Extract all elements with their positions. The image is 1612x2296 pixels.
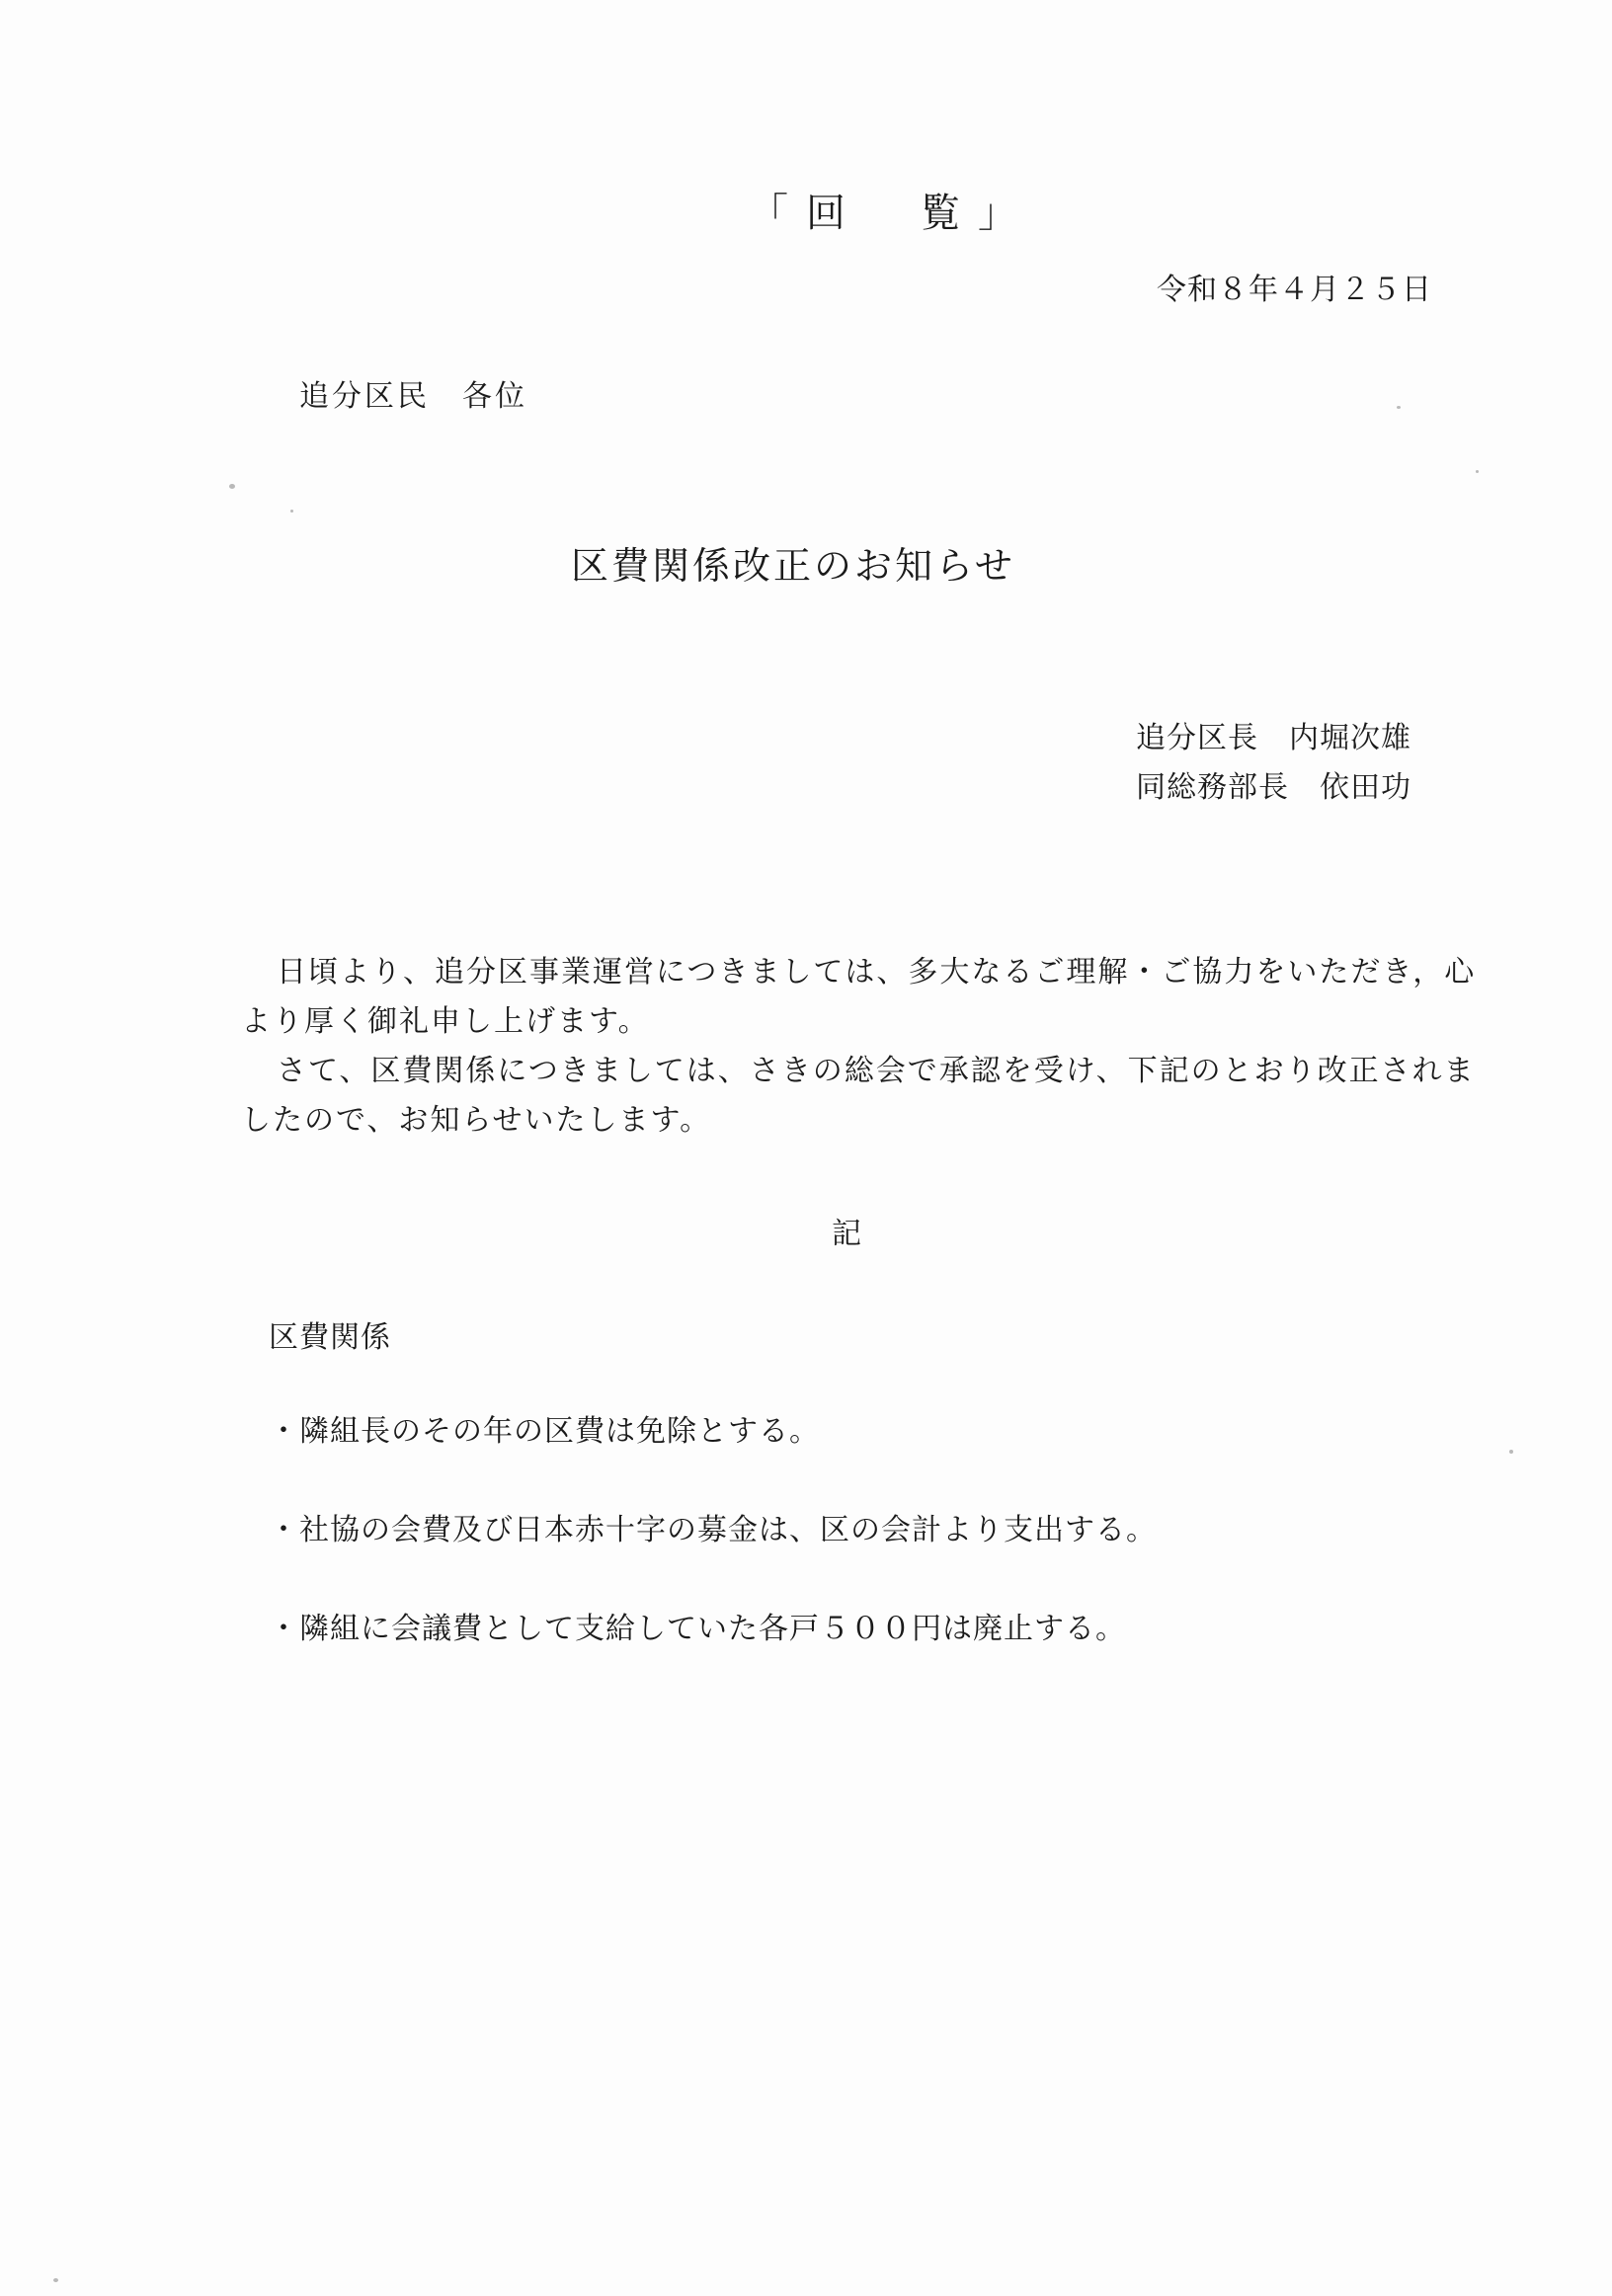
section-heading: 区費関係 <box>269 1320 391 1355</box>
list-item: ・隣組長のその年の区費は免除とする。 <box>269 1414 820 1449</box>
scan-speck <box>1397 406 1401 409</box>
announcement-paragraph: さて、区費関係につきましては、さきの総会で承認を受け、下記のとおり改正されましたので、お知らせいたします。 <box>241 1054 1476 1138</box>
scan-speck <box>229 484 235 489</box>
document-date: 令和８年４月２５日 <box>1157 273 1432 307</box>
document-title: 区費関係改正のお知らせ <box>571 544 1015 588</box>
scan-speck <box>53 2278 58 2282</box>
scan-speck <box>290 510 293 513</box>
sender-general-affairs-head: 同総務部長 依田功 <box>1136 770 1411 805</box>
circulation-label: 「回 覧」 <box>749 191 1035 236</box>
scan-speck <box>1509 1450 1513 1454</box>
scan-speck <box>1476 470 1479 473</box>
list-item: ・社協の会費及び日本赤十字の募金は、区の会計より支出する。 <box>269 1513 1157 1547</box>
greeting-paragraph: 日頃より、追分区事業運営につきましては、多大なるご理解・ご協力をいただき，心より厚く御礼申し上げます。 <box>241 955 1477 1039</box>
sender-district-head: 追分区長 内堀次雄 <box>1136 721 1411 755</box>
ki-heading: 記 <box>832 1217 862 1251</box>
list-item: ・隣組に会議費として支給していた各戸５００円は廃止する。 <box>269 1612 1126 1646</box>
addressee: 追分区民 各位 <box>299 379 527 414</box>
